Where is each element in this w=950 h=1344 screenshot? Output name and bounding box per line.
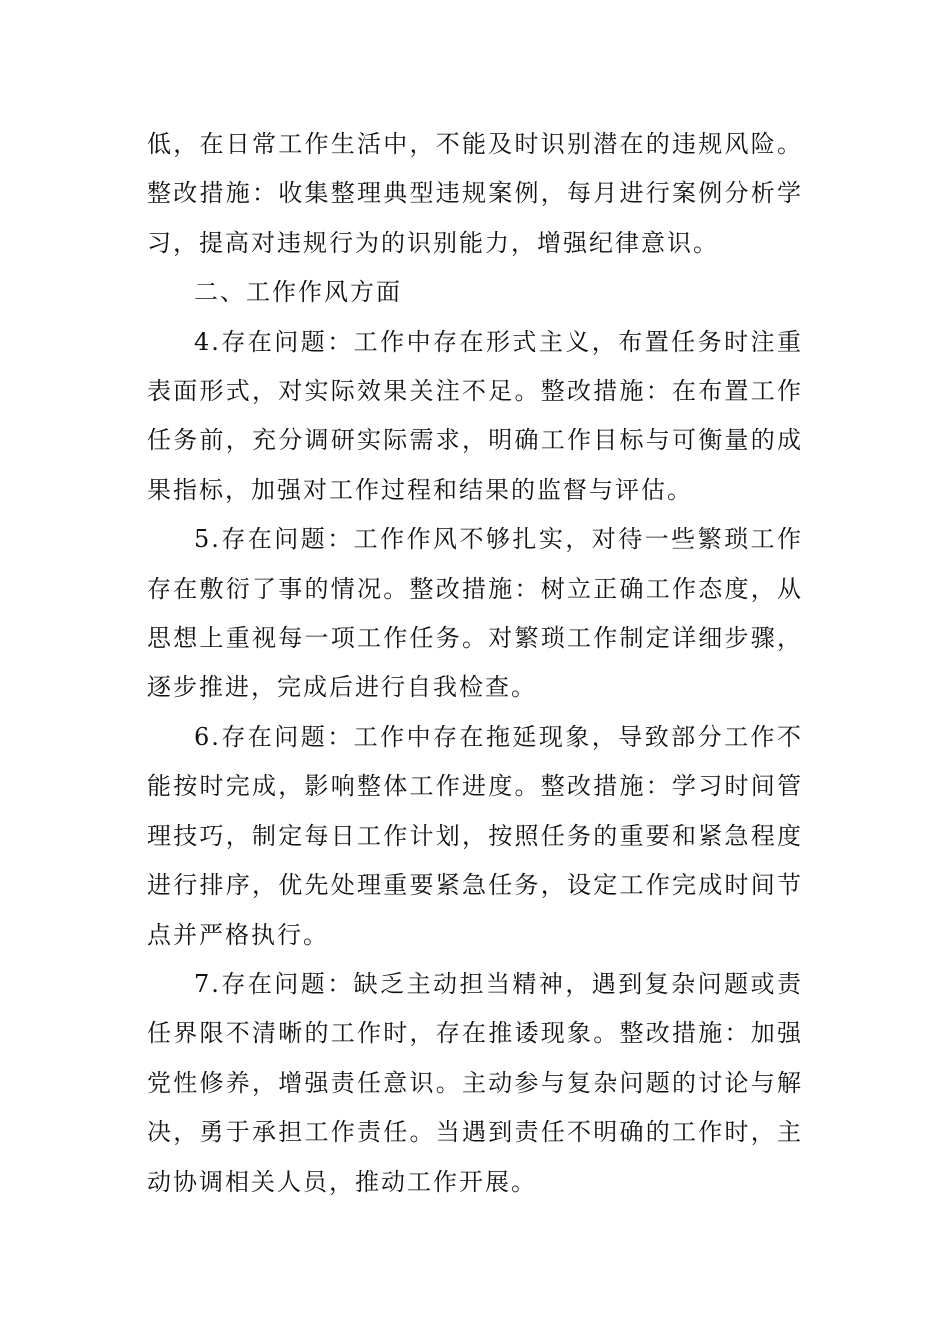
text-line: 6.存在问题：工作中存在拖延现象，导致部分工作不 — [194, 722, 803, 751]
text-line: 点并严格执行。 — [147, 920, 329, 949]
text-line: 进行排序，优先处理重要紧急任务，设定工作完成时间节 — [147, 871, 803, 900]
text-line: 5.存在问题：工作作风不够扎实，对待一些繁琐工作 — [194, 525, 803, 554]
text-line: 思想上重视每一项工作任务。对繁琐工作制定详细步骤， — [147, 624, 803, 653]
text-line: 存在敷衍了事的情况。整改措施：树立正确工作态度，从 — [147, 574, 803, 603]
text-line: 7.存在问题：缺乏主动担当精神，遇到复杂问题或责 — [194, 969, 803, 998]
text-line: 能按时完成，影响整体工作进度。整改措施：学习时间管 — [147, 772, 803, 801]
text-line: 决，勇于承担工作责任。当遇到责任不明确的工作时，主 — [147, 1118, 803, 1147]
text-line: 果指标，加强对工作过程和结果的监督与评估。 — [147, 475, 693, 504]
text-line: 党性修养，增强责任意识。主动参与复杂问题的讨论与解 — [147, 1068, 803, 1097]
section-heading: 二、工作作风方面 — [194, 278, 402, 307]
text-line: 整改措施：收集整理典型违规案例，每月进行案例分析学 — [147, 179, 803, 208]
document-page — [147, 120, 803, 1207]
text-line: 4.存在问题：工作中存在形式主义，布置任务时注重 — [194, 327, 803, 356]
text-line: 逐步推进，完成后进行自我检查。 — [147, 673, 537, 702]
text-line: 低，在日常工作生活中，不能及时识别潜在的违规风险。 — [147, 130, 803, 158]
text-line: 动协调相关人员，推动工作开展。 — [147, 1167, 537, 1196]
text-line: 理技巧，制定每日工作计划，按照任务的重要和紧急程度 — [147, 821, 803, 850]
text-line: 表面形式，对实际效果关注不足。整改措施：在布置工作 — [147, 377, 803, 406]
text-line: 习，提高对违规行为的识别能力，增强纪律意识。 — [147, 228, 719, 257]
text-line: 任务前，充分调研实际需求，明确工作目标与可衡量的成 — [147, 426, 803, 455]
text-line: 任界限不清晰的工作时，存在推诿现象。整改措施：加强 — [147, 1019, 803, 1048]
